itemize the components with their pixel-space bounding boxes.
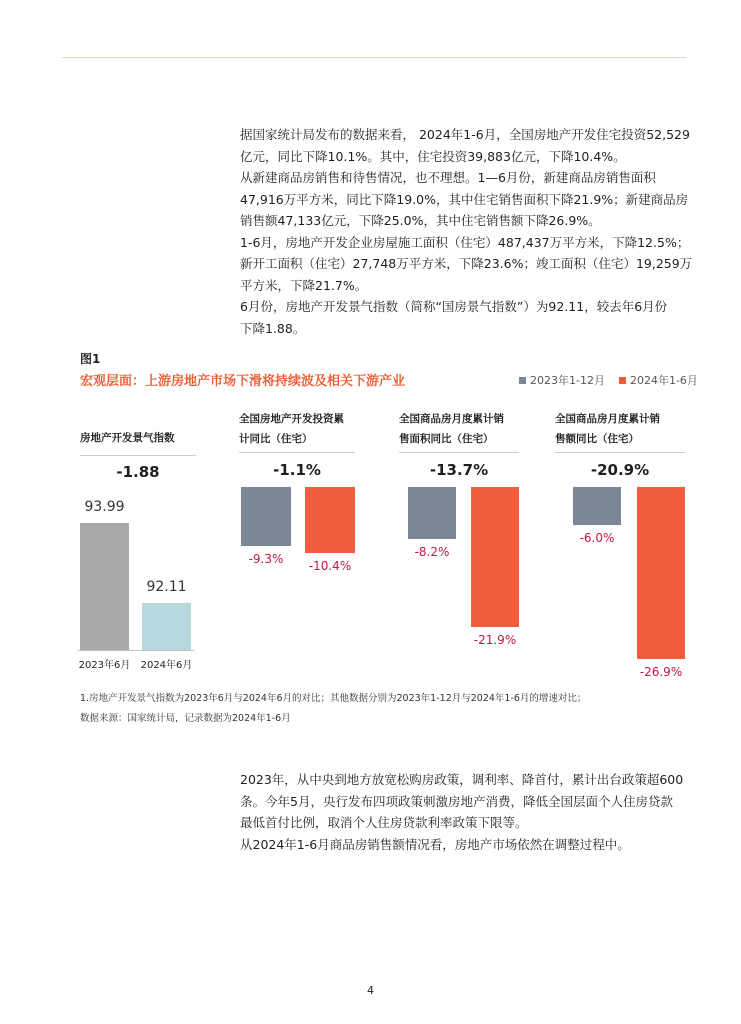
panel-2-bar <box>305 487 355 553</box>
legend-swatch-2024 <box>619 377 626 384</box>
legend-label-2024: 2024年1-6月 <box>629 374 698 387</box>
legend-swatch-2023 <box>519 377 526 384</box>
panel-1-category-label: 2023年6月 <box>78 660 131 671</box>
panel-2-title <box>239 409 344 449</box>
panel-3-value-label: -8.2% <box>414 545 450 560</box>
intro-line: 47,916万平方米，同比下降19.0%，其中住宅销售面积下降21.9%；新建商品房 <box>240 191 689 207</box>
legend-label-2023: 2023年1-12月 <box>530 374 605 387</box>
intro-line: 下降1.88。 <box>240 320 306 336</box>
panel-2-value-label: -9.3% <box>248 552 284 567</box>
closing-line: 最低首付比例，取消个人住房贷款利率政策下限等。 <box>240 815 528 830</box>
panel-2-delta: -1.1% <box>273 461 321 479</box>
intro-line: 从新建商品房销售和待售情况，也不理想。1—6月份，新建商品房销售面积 <box>240 170 656 185</box>
panel-3-rule <box>399 452 519 453</box>
panel-3-bar <box>408 487 456 539</box>
panel-2-value-label: -10.4% <box>308 559 352 574</box>
panel-4-rule <box>555 452 685 453</box>
panel-4-value-label: -6.0% <box>579 531 615 546</box>
panel-4-title <box>555 409 660 449</box>
panel-4-value-label: -26.9% <box>639 664 683 679</box>
panel-2-title-line: 计同比（住宅） <box>239 433 313 445</box>
closing-line: 2023年，从中央到地方放宽松购房政策，调利率、降首付，累计出台政策超600 <box>240 772 684 787</box>
panel-1-bar <box>142 603 191 650</box>
panel-3-title <box>399 409 504 449</box>
intro-line: 据国家统计局发布的数据来看， 2024年1-6月，全国房地产开发住宅投资52,529 <box>240 127 690 142</box>
panel-4-bar <box>637 487 685 659</box>
panel-1-bar <box>80 523 129 650</box>
page-number: 4 <box>367 984 374 997</box>
legend-item-2023 <box>519 372 605 388</box>
panel-1-value-label: 92.11 <box>146 579 187 595</box>
panel-1-title-line: 房地产开发景气指数 <box>80 432 175 444</box>
panel-1-category-label: 2024年6月 <box>140 660 193 671</box>
panel-1-title <box>80 428 175 448</box>
intro-text <box>240 124 693 339</box>
intro-line: 6月份，房地产开发景气指数（简称“国房景气指数”）为92.11，较去年6月份 <box>240 299 668 314</box>
intro-line: 销售额47,133亿元，下降25.0%，其中住宅销售额下降26.9%。 <box>240 213 601 228</box>
panel-3-bar <box>471 487 519 627</box>
panel-1-baseline <box>78 650 194 651</box>
panel-4-title-line: 全国商品房月度累计销 <box>555 413 660 425</box>
closing-line: 条。今年5月，央行发布四项政策刺激房地产消费，降低全国层面个人住房贷款 <box>240 793 673 809</box>
panel-3-title-line: 全国商品房月度累计销 <box>399 413 504 425</box>
intro-line: 平方米，下降21.7%。 <box>240 277 368 293</box>
panel-2-bar <box>241 487 291 546</box>
figure-note: 1.房地产开发景气指数为2023年6月与2024年6月的对比；其他数据分别为2023年1-12月与2024年1-6月的增速对比； <box>80 693 587 704</box>
panel-4-delta: -20.9% <box>590 461 650 479</box>
intro-line: 亿元，同比下降10.1%。其中，住宅投资39,883亿元，下降10.4%。 <box>240 148 626 164</box>
panel-1-delta: -1.88 <box>116 463 160 481</box>
intro-line: 1-6月，房地产开发企业房屋施工面积（住宅）487,437万平方米，下降12.5%； <box>240 234 690 250</box>
panel-4-bar <box>573 487 621 525</box>
panel-3-value-label: -21.9% <box>473 633 517 647</box>
intro-line: 新开工面积（住宅）27,748万平方米，下降23.6%；竣工面积（住宅）19,259万 <box>240 256 693 271</box>
chart-legend <box>519 372 698 388</box>
figure-source: 数据来源：国家统计局，记录数据为2024年1-6月 <box>80 713 291 724</box>
closing-line: 从2024年1-6月商品房销售额情况看，房地产市场依然在调整过程中。 <box>240 836 630 852</box>
legend-item-2024 <box>619 372 698 388</box>
panel-1-value-label: 93.99 <box>84 499 125 515</box>
panel-4-title-line: 售额同比（住宅） <box>555 433 639 445</box>
figure-label: 图1 <box>80 352 101 366</box>
panel-2-rule <box>239 452 355 453</box>
panel-3-title-line: 售面积同比（住宅） <box>399 433 494 445</box>
panel-2-title-line: 全国房地产开发投资累 <box>239 413 344 425</box>
panel-3-delta: -13.7% <box>429 461 489 479</box>
panel-1-rule <box>80 455 196 456</box>
header-rule <box>62 57 687 58</box>
figure-title: 宏观层面：上游房地产市场下滑将持续波及相关下游产业 <box>80 374 406 389</box>
closing-text <box>240 769 690 855</box>
